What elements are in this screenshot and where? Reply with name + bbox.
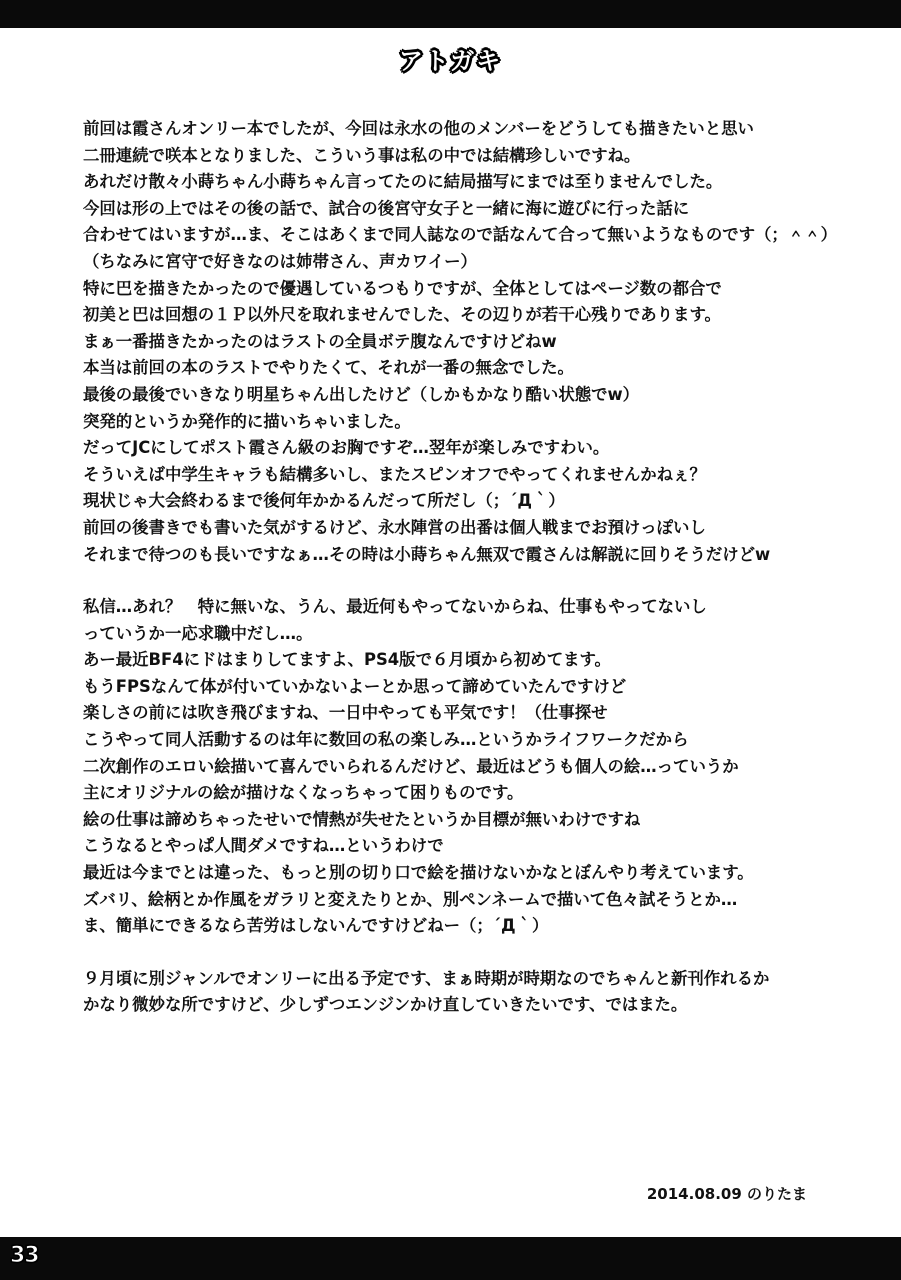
text-line: 今回は形の上ではその後の話で、試合の後宮守女子と一緒に海に遊びに行った話に <box>83 198 690 218</box>
text-line: 二次創作のエロい絵描いて喜んでいられるんだけど、最近はどうも個人の絵…っていうか <box>83 756 739 776</box>
text-line: 特に巴を描きたかったので優遇しているつもりですが、全体としてはページ数の都合で <box>83 278 722 298</box>
text-line: 現状じゃ大会終わるまで後何年かかるんだって所だし（；´Д｀） <box>83 491 565 511</box>
page-number: 33 <box>10 1243 39 1268</box>
text-line: あれだけ散々小蒔ちゃん小蒔ちゃん言ってたのに結局描写にまでは至りませんでした。 <box>83 172 723 192</box>
text-line: 二冊連続で咲本となりました、こういう事は私の中では結構珍しいですね。 <box>83 145 641 165</box>
afterword-body <box>83 116 873 1019</box>
bottom-border-bar <box>0 1237 901 1280</box>
text-line: 主にオリジナルの絵が描けなくなっちゃって困りものです。 <box>83 783 524 803</box>
text-line: だってJCにしてポスト霞さん級のお胸ですぞ…翌年が楽しみですわい。 <box>83 438 610 458</box>
text-line: っていうか一応求職中だし…。 <box>83 623 313 643</box>
text-line: 楽しさの前には吹き飛びますね、一日中やっても平気です！（仕事探せ <box>83 703 608 723</box>
text-line: 合わせてはいますが…ま、そこはあくまで同人誌なので話なんて合って無いようなものです（；＾＾） <box>83 225 837 245</box>
text-line: こうやって同人活動するのは年に数回の私の楽しみ…というかライフワークだから <box>83 730 689 750</box>
text-line: 最近は今までとは違った、もっと別の切り口で絵を描けないかなとぼんやり考えています。 <box>83 863 754 883</box>
text-line: あー最近BF4にドはまりしてますよ、PS4版で６月頃から初めてます。 <box>83 650 611 670</box>
text-line: 初美と巴は回想の１Ｐ以外尺を取れませんでした、その辺りが若干心残りであります。 <box>83 305 721 325</box>
text-line: ま、簡単にできるなら苦労はしないんですけどねー（；´Д｀） <box>83 916 549 936</box>
text-line: （ちなみに宮守で好きなのは姉帯さん、声カワイー） <box>83 251 477 271</box>
text-line: 前回は霞さんオンリー本でしたが、今回は永水の他のメンバーをどうしても描きたいと思い <box>83 119 754 138</box>
text-line: 突発的というか発作的に描いちゃいました。 <box>83 411 411 431</box>
text-line: こうなるとやっぱ人間ダメですね…というわけで <box>83 836 444 856</box>
paragraph-3 <box>83 966 873 1019</box>
paragraph-gap <box>83 940 873 966</box>
text-line: 絵の仕事は諦めちゃったせいで情熱が失せたというか目標が無いわけですね <box>83 809 641 829</box>
text-line: ９月頃に別ジャンルでオンリーに出る予定です、まぁ時期が時期なのでちゃんと新刊作れるか <box>83 968 770 988</box>
text-line: ズバリ、絵柄とか作風をガラリと変えたりとか、別ペンネームで描いて色々試そうとか… <box>83 889 738 909</box>
text-line: 私信…あれ？ 特に無いな、うん、最近何もやってないからね、仕事もやってないし <box>83 597 707 617</box>
text-line: もうFPSなんて体が付いていかないよーとか思って諦めていたんですけど <box>83 676 627 696</box>
text-line: 本当は前回の本のラストでやりたくて、それが一番の無念でした。 <box>83 358 574 378</box>
text-line: それまで待つのも長いですなぁ…その時は小蒔ちゃん無双で霞さんは解説に回りそうだけどw <box>83 544 771 564</box>
top-border-bar <box>0 0 901 28</box>
paragraph-1 <box>83 116 873 568</box>
page-title: アトガキ <box>398 47 503 75</box>
paragraph-2 <box>83 594 873 940</box>
text-line: 前回の後書きでも書いた気がするけど、永水陣営の出番は個人戦までお預けっぽいし <box>83 517 706 537</box>
signature-date: 2014.08.09 のりたま <box>646 1185 807 1203</box>
text-line: そういえば中学生キャラも結構多いし、またスピンオフでやってくれませんかねぇ？ <box>83 464 706 484</box>
text-line: まぁ一番描きたかったのはラストの全員ボテ腹なんですけどねw <box>83 331 557 351</box>
paragraph-gap <box>83 568 873 594</box>
text-line: かなり微妙な所ですけど、少しずつエンジンかけ直していきたいです、ではまた。 <box>83 995 688 1015</box>
text-line: 最後の最後でいきなり明星ちゃん出したけど（しかもかなり酷い状態でw） <box>83 384 640 404</box>
